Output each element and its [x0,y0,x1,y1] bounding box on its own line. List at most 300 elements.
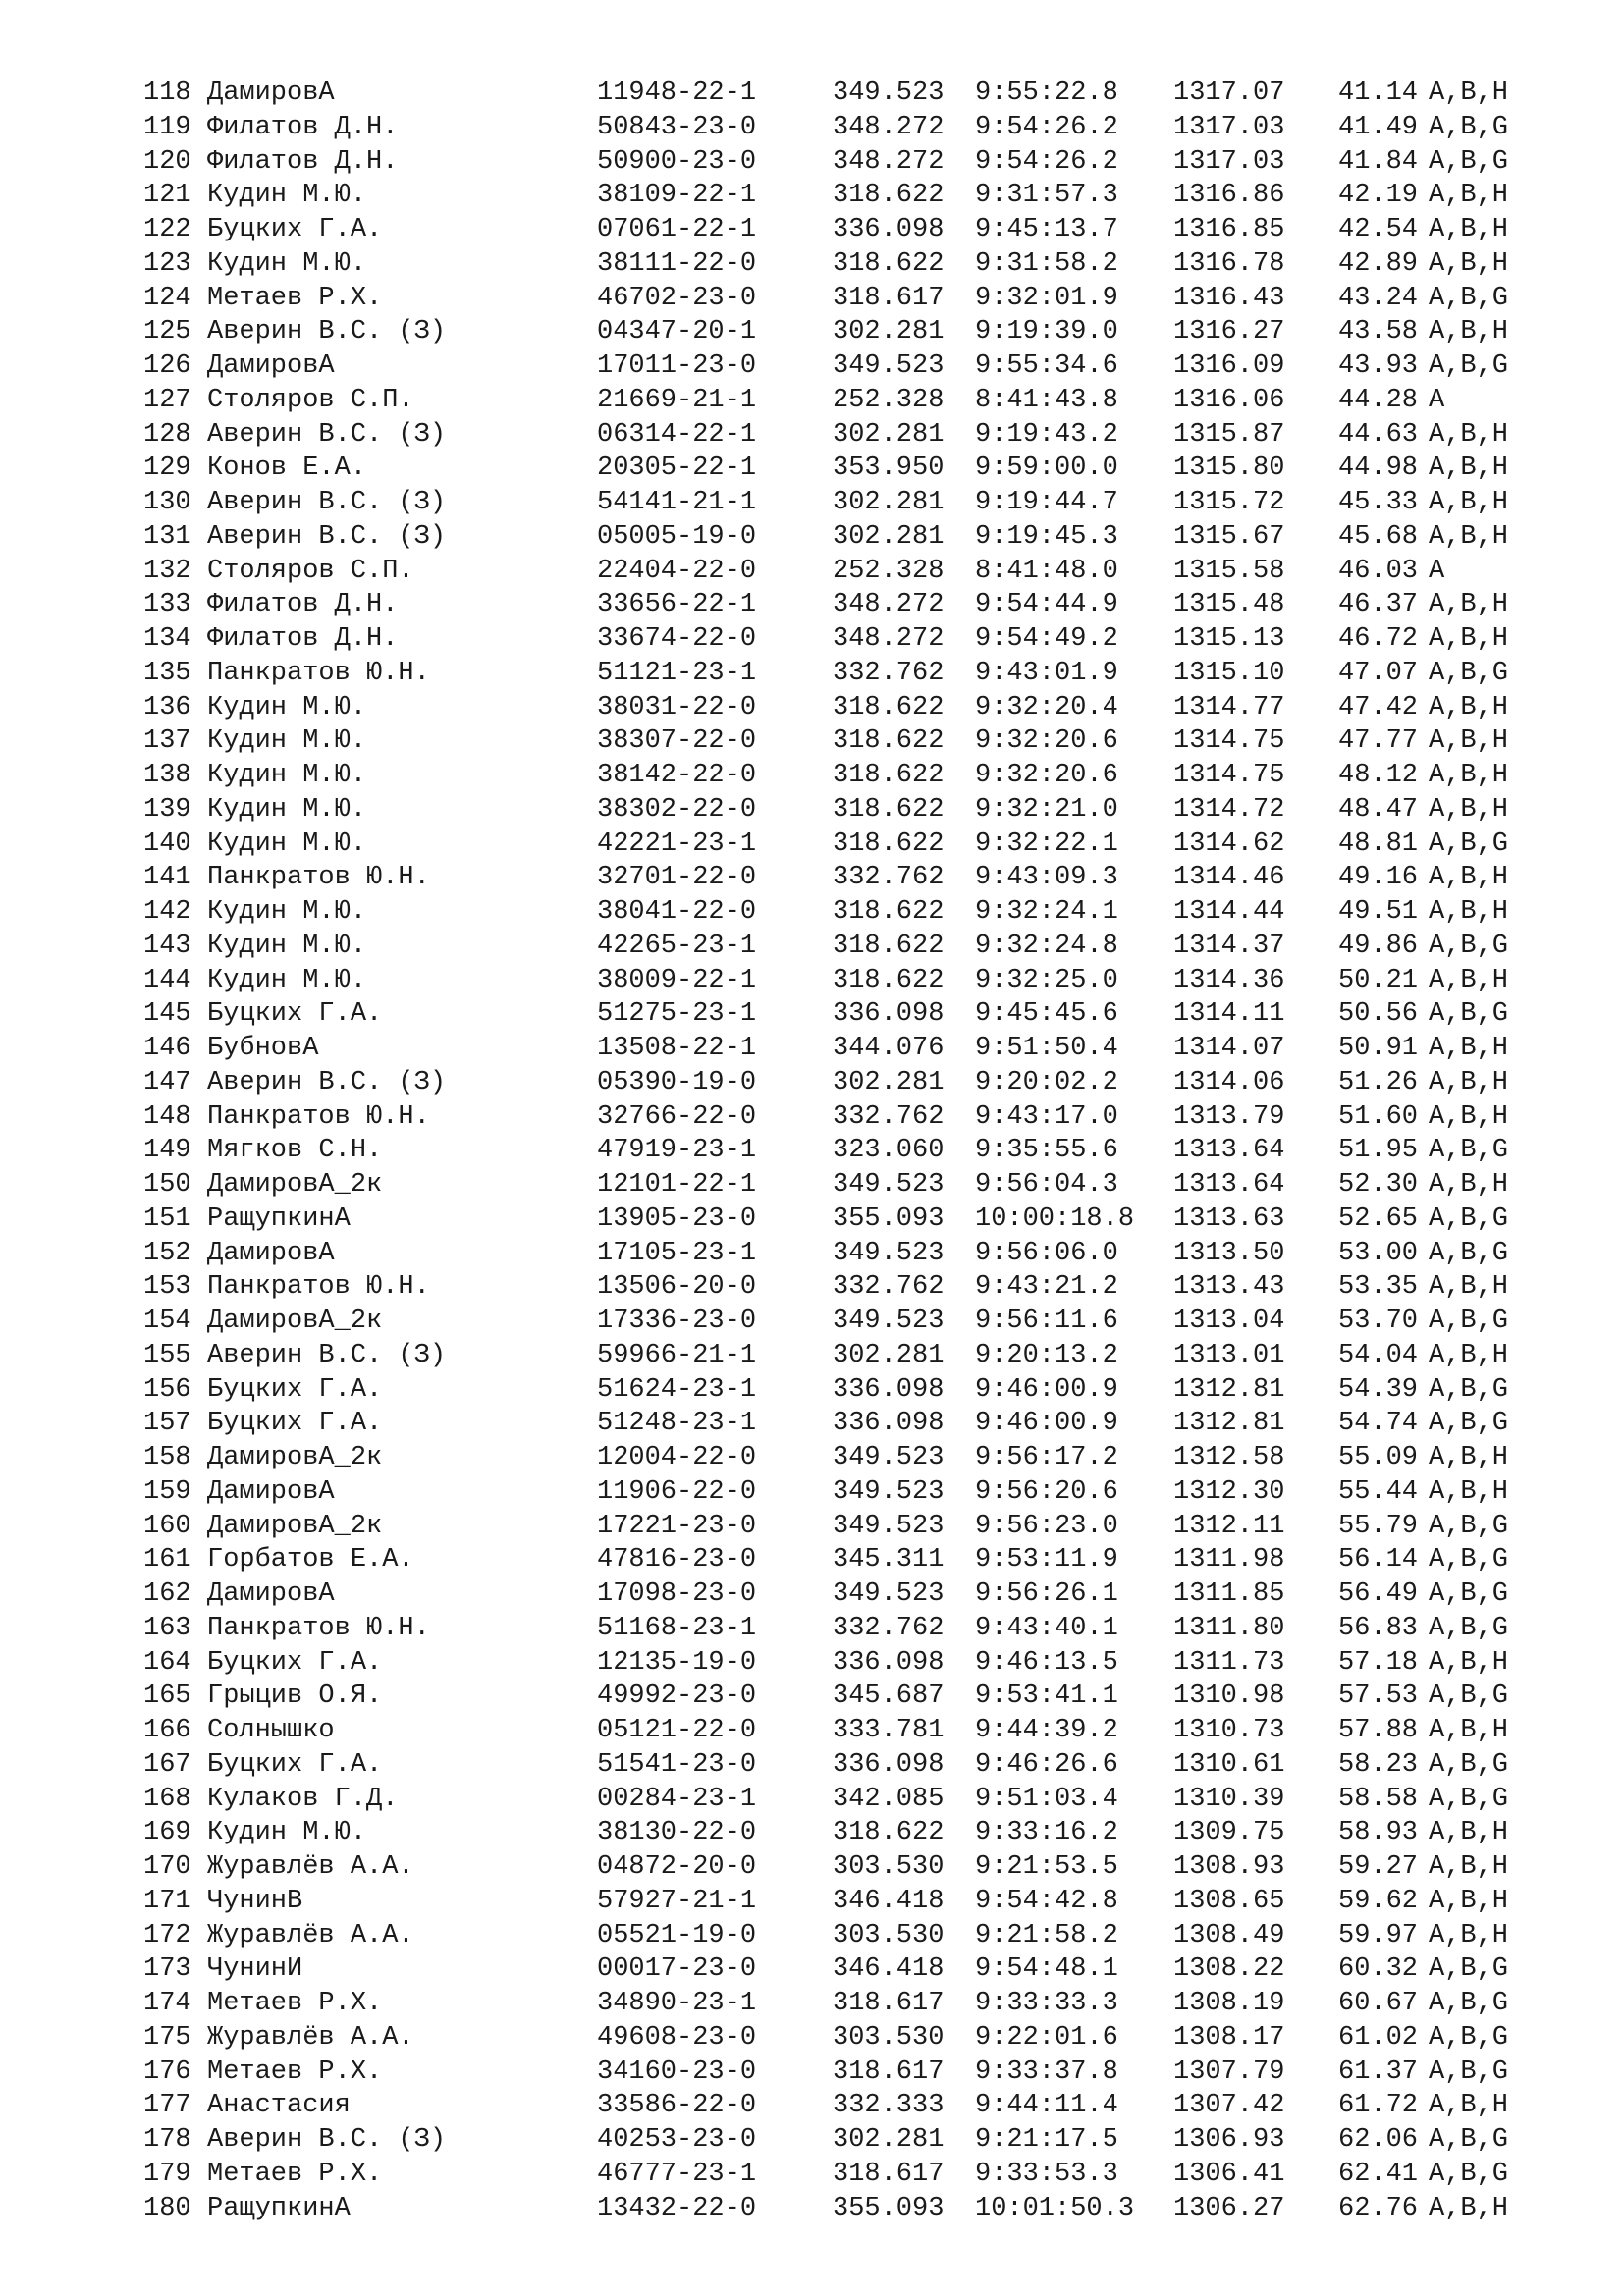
points-cell: 56.49 [1338,1579,1419,1609]
ring-number-cell: 17336-23-0 [597,1307,757,1336]
class-cell: A,B,H [1429,624,1509,654]
place-cell: 121 [143,181,191,211]
arrival-time-cell: 9:55:34.6 [975,351,1118,381]
fancier-name-cell: Метаев Р.Х. [207,1989,383,2018]
table-row [143,1407,1546,1441]
points-cell: 45.33 [1338,488,1419,517]
points-cell: 58.93 [1338,1818,1419,1848]
arrival-time-cell: 9:44:11.4 [975,2091,1118,2121]
points-cell: 51.60 [1338,1101,1419,1132]
class-cell: A,B,G [1429,351,1509,381]
arrival-time-cell: 8:41:48.0 [975,556,1118,586]
ring-number-cell: 38130-22-0 [597,1818,757,1848]
arrival-time-cell: 9:51:50.4 [975,1034,1118,1063]
fancier-name-cell: Панкратов Ю.Н. [207,1272,430,1303]
arrival-time-cell: 9:19:44.7 [975,488,1118,517]
arrival-time-cell: 9:54:49.2 [975,624,1118,654]
fancier-name-cell: ДамировА [207,1238,335,1268]
table-row [143,1373,1546,1408]
distance-cell: 345.311 [833,1545,945,1575]
arrival-time-cell: 9:54:48.1 [975,1954,1118,1985]
points-cell: 61.72 [1338,2091,1419,2121]
points-cell: 59.62 [1338,1886,1419,1916]
place-cell: 176 [143,2056,191,2087]
place-cell: 135 [143,658,191,688]
class-cell: A,B,H [1429,1852,1509,1882]
arrival-time-cell: 9:32:20.6 [975,761,1118,790]
ring-number-cell: 50843-23-0 [597,112,757,142]
table-row [143,724,1546,759]
place-cell: 136 [143,692,191,722]
arrival-time-cell: 9:54:26.2 [975,112,1118,142]
points-cell: 44.63 [1338,419,1419,450]
place-cell: 149 [143,1136,191,1166]
points-cell: 61.37 [1338,2056,1419,2087]
class-cell: A,B,H [1429,317,1509,347]
ring-number-cell: 20305-22-1 [597,454,757,484]
fancier-name-cell: ДамировА_2к [207,1443,383,1472]
ring-number-cell: 38307-22-0 [597,726,757,757]
class-cell: A,B,G [1429,1784,1509,1814]
class-cell: A,B,H [1429,181,1509,211]
table-row [143,657,1546,691]
speed-cell: 1313.64 [1173,1136,1285,1166]
speed-cell: 1312.58 [1173,1443,1285,1472]
ring-number-cell: 17105-23-1 [597,1238,757,1268]
arrival-time-cell: 9:56:04.3 [975,1170,1118,1200]
table-row [143,1748,1546,1783]
table-row [143,2089,1546,2123]
speed-cell: 1306.93 [1173,2125,1285,2155]
table-row [143,1270,1546,1305]
table-row [143,1510,1546,1544]
speed-cell: 1314.75 [1173,726,1285,757]
arrival-time-cell: 9:32:20.6 [975,726,1118,757]
ring-number-cell: 13508-22-1 [597,1034,757,1063]
ring-number-cell: 04872-20-0 [597,1852,757,1882]
fancier-name-cell: Филатов Д.Н. [207,146,399,177]
class-cell: A,B,G [1429,1613,1509,1643]
fancier-name-cell: Кулаков Г.Д. [207,1784,399,1814]
arrival-time-cell: 9:43:17.0 [975,1101,1118,1132]
ring-number-cell: 33656-22-1 [597,590,757,620]
speed-cell: 1315.72 [1173,488,1285,517]
arrival-time-cell: 9:32:24.1 [975,897,1118,927]
speed-cell: 1313.64 [1173,1170,1285,1200]
speed-cell: 1316.43 [1173,283,1285,313]
distance-cell: 349.523 [833,1579,945,1609]
speed-cell: 1310.98 [1173,1682,1285,1712]
arrival-time-cell: 9:43:09.3 [975,863,1118,893]
place-cell: 146 [143,1034,191,1063]
place-cell: 170 [143,1852,191,1882]
speed-cell: 1317.03 [1173,112,1285,142]
place-cell: 152 [143,1238,191,1268]
fancier-name-cell: ДамировА [207,1579,335,1609]
fancier-name-cell: Аверин В.С. (З) [207,521,447,552]
place-cell: 153 [143,1272,191,1303]
distance-cell: 349.523 [833,1170,945,1200]
place-cell: 122 [143,215,191,244]
distance-cell: 336.098 [833,215,945,244]
place-cell: 173 [143,1954,191,1985]
speed-cell: 1306.41 [1173,2159,1285,2189]
ring-number-cell: 50900-23-0 [597,146,757,177]
class-cell: A,B,H [1429,1443,1509,1472]
points-cell: 54.39 [1338,1374,1419,1405]
table-row [143,247,1546,282]
arrival-time-cell: 10:01:50.3 [975,2193,1135,2223]
table-row [143,213,1546,247]
distance-cell: 318.622 [833,897,945,927]
class-cell: A,B,H [1429,863,1509,893]
class-cell: A,B,H [1429,488,1509,517]
speed-cell: 1313.79 [1173,1101,1285,1132]
ring-number-cell: 42265-23-1 [597,931,757,961]
arrival-time-cell: 9:51:03.4 [975,1784,1118,1814]
distance-cell: 336.098 [833,1749,945,1780]
distance-cell: 318.622 [833,965,945,995]
speed-cell: 1316.78 [1173,248,1285,279]
arrival-time-cell: 9:54:42.8 [975,1886,1118,1916]
speed-cell: 1314.37 [1173,931,1285,961]
fancier-name-cell: Кудин М.Ю. [207,181,367,211]
distance-cell: 332.762 [833,1613,945,1643]
distance-cell: 349.523 [833,1238,945,1268]
place-cell: 169 [143,1818,191,1848]
class-cell: A,B,H [1429,794,1509,825]
place-cell: 151 [143,1203,191,1234]
speed-cell: 1316.86 [1173,181,1285,211]
distance-cell: 302.281 [833,521,945,552]
points-cell: 46.72 [1338,624,1419,654]
place-cell: 148 [143,1101,191,1132]
fancier-name-cell: Метаев Р.Х. [207,2056,383,2087]
speed-cell: 1315.67 [1173,521,1285,552]
class-cell: A,B,H [1429,79,1509,108]
speed-cell: 1315.58 [1173,556,1285,586]
fancier-name-cell: Столяров С.П. [207,556,414,586]
arrival-time-cell: 9:46:00.9 [975,1374,1118,1405]
distance-cell: 355.093 [833,2193,945,2223]
distance-cell: 332.762 [833,658,945,688]
distance-cell: 349.523 [833,1443,945,1472]
table-row [143,1952,1546,1987]
ring-number-cell: 17011-23-0 [597,351,757,381]
distance-cell: 355.093 [833,1203,945,1234]
table-row [143,1577,1546,1612]
arrival-time-cell: 9:43:40.1 [975,1613,1118,1643]
ring-number-cell: 42221-23-1 [597,828,757,859]
speed-cell: 1308.22 [1173,1954,1285,1985]
arrival-time-cell: 9:56:06.0 [975,1238,1118,1268]
table-row [143,2192,1546,2226]
table-row [143,1100,1546,1135]
distance-cell: 349.523 [833,1476,945,1507]
table-row [143,588,1546,622]
distance-cell: 252.328 [833,556,945,586]
ring-number-cell: 59966-21-1 [597,1340,757,1370]
arrival-time-cell: 9:22:01.6 [975,2022,1118,2053]
fancier-name-cell: Журавлёв А.А. [207,2022,414,2053]
table-row [143,520,1546,555]
class-cell: A,B,G [1429,2022,1509,2053]
class-cell: A,B,H [1429,215,1509,244]
table-row [143,1202,1546,1237]
distance-cell: 302.281 [833,2125,945,2155]
place-cell: 131 [143,521,191,552]
class-cell: A,B,G [1429,1749,1509,1780]
class-cell: A,B,H [1429,897,1509,927]
ring-number-cell: 11948-22-1 [597,79,757,108]
fancier-name-cell: Аверин В.С. (З) [207,488,447,517]
distance-cell: 318.622 [833,794,945,825]
distance-cell: 302.281 [833,1340,945,1370]
table-row [143,111,1546,145]
points-cell: 52.65 [1338,1203,1419,1234]
class-cell: A [1429,556,1445,586]
table-row [143,964,1546,998]
distance-cell: 318.622 [833,181,945,211]
table-row [143,828,1546,862]
place-cell: 174 [143,1989,191,2018]
ring-number-cell: 13506-20-0 [597,1272,757,1303]
speed-cell: 1310.39 [1173,1784,1285,1814]
points-cell: 41.14 [1338,79,1419,108]
arrival-time-cell: 9:45:45.6 [975,999,1118,1030]
distance-cell: 348.272 [833,112,945,142]
speed-cell: 1311.98 [1173,1545,1285,1575]
arrival-time-cell: 9:53:41.1 [975,1682,1118,1712]
class-cell: A,B,H [1429,1716,1509,1745]
table-row [143,1919,1546,1953]
points-cell: 55.44 [1338,1476,1419,1507]
place-cell: 147 [143,1067,191,1097]
table-row [143,1237,1546,1271]
speed-cell: 1317.03 [1173,146,1285,177]
fancier-name-cell: Кудин М.Ю. [207,248,367,279]
class-cell: A,B,H [1429,248,1509,279]
fancier-name-cell: Панкратов Ю.Н. [207,1613,430,1643]
table-row [143,2123,1546,2158]
distance-cell: 333.781 [833,1716,945,1745]
ring-number-cell: 38109-22-1 [597,181,757,211]
speed-cell: 1314.72 [1173,794,1285,825]
speed-cell: 1313.04 [1173,1307,1285,1336]
distance-cell: 318.622 [833,828,945,859]
class-cell: A,B,G [1429,2125,1509,2155]
place-cell: 142 [143,897,191,927]
class-cell: A,B,H [1429,1886,1509,1916]
table-row [143,1475,1546,1510]
ring-number-cell: 38111-22-0 [597,248,757,279]
place-cell: 124 [143,283,191,313]
ring-number-cell: 54141-21-1 [597,488,757,517]
distance-cell: 349.523 [833,1511,945,1541]
speed-cell: 1316.85 [1173,215,1285,244]
arrival-time-cell: 9:35:55.6 [975,1136,1118,1166]
speed-cell: 1308.93 [1173,1852,1285,1882]
arrival-time-cell: 9:54:26.2 [975,146,1118,177]
class-cell: A,B,H [1429,1272,1509,1303]
distance-cell: 302.281 [833,1067,945,1097]
place-cell: 128 [143,419,191,450]
speed-cell: 1315.13 [1173,624,1285,654]
arrival-time-cell: 9:56:17.2 [975,1443,1118,1472]
place-cell: 157 [143,1409,191,1439]
place-cell: 134 [143,624,191,654]
distance-cell: 336.098 [833,999,945,1030]
distance-cell: 318.617 [833,283,945,313]
speed-cell: 1314.06 [1173,1067,1285,1097]
distance-cell: 302.281 [833,317,945,347]
table-row [143,349,1546,384]
table-row [143,759,1546,793]
distance-cell: 332.762 [833,1272,945,1303]
class-cell: A,B,G [1429,1682,1509,1712]
distance-cell: 318.622 [833,692,945,722]
ring-number-cell: 05005-19-0 [597,521,757,552]
fancier-name-cell: Филатов Д.Н. [207,112,399,142]
points-cell: 48.81 [1338,828,1419,859]
speed-cell: 1313.01 [1173,1340,1285,1370]
place-cell: 164 [143,1647,191,1678]
arrival-time-cell: 9:44:39.2 [975,1716,1118,1745]
class-cell: A,B,G [1429,1511,1509,1541]
fancier-name-cell: ДамировА_2к [207,1170,383,1200]
place-cell: 162 [143,1579,191,1609]
ring-number-cell: 17221-23-0 [597,1511,757,1541]
distance-cell: 303.530 [833,2022,945,2053]
points-cell: 53.35 [1338,1272,1419,1303]
fancier-name-cell: ДамировА_2к [207,1307,383,1336]
arrival-time-cell: 9:19:45.3 [975,521,1118,552]
fancier-name-cell: Метаев Р.Х. [207,2159,383,2189]
points-cell: 44.98 [1338,454,1419,484]
points-cell: 47.07 [1338,658,1419,688]
speed-cell: 1312.81 [1173,1374,1285,1405]
fancier-name-cell: Буцких Г.А. [207,1647,383,1678]
place-cell: 165 [143,1682,191,1712]
points-cell: 46.03 [1338,556,1419,586]
fancier-name-cell: РащупкинА [207,2193,351,2223]
distance-cell: 318.617 [833,2056,945,2087]
table-row [143,2056,1546,2090]
arrival-time-cell: 9:33:37.8 [975,2056,1118,2087]
speed-cell: 1314.11 [1173,999,1285,1030]
speed-cell: 1315.48 [1173,590,1285,620]
distance-cell: 318.622 [833,726,945,757]
arrival-time-cell: 9:46:13.5 [975,1647,1118,1678]
points-cell: 57.88 [1338,1716,1419,1745]
speed-cell: 1311.85 [1173,1579,1285,1609]
arrival-time-cell: 9:32:21.0 [975,794,1118,825]
class-cell: A,B,G [1429,283,1509,313]
ring-number-cell: 12135-19-0 [597,1647,757,1678]
place-cell: 138 [143,761,191,790]
ring-number-cell: 51168-23-1 [597,1613,757,1643]
arrival-time-cell: 9:31:58.2 [975,248,1118,279]
distance-cell: 349.523 [833,1307,945,1336]
class-cell: A,B,G [1429,1203,1509,1234]
speed-cell: 1310.73 [1173,1716,1285,1745]
class-cell: A,B,G [1429,1307,1509,1336]
table-row [143,418,1546,453]
class-cell: A,B,H [1429,1101,1509,1132]
ring-number-cell: 06314-22-1 [597,419,757,450]
table-row [143,555,1546,589]
arrival-time-cell: 9:33:16.2 [975,1818,1118,1848]
ring-number-cell: 49608-23-0 [597,2022,757,2053]
ring-number-cell: 51248-23-1 [597,1409,757,1439]
arrival-time-cell: 9:56:26.1 [975,1579,1118,1609]
arrival-time-cell: 9:20:13.2 [975,1340,1118,1370]
class-cell: A,B,G [1429,1136,1509,1166]
place-cell: 156 [143,1374,191,1405]
place-cell: 137 [143,726,191,757]
place-cell: 143 [143,931,191,961]
distance-cell: 353.950 [833,454,945,484]
arrival-time-cell: 9:32:25.0 [975,965,1118,995]
fancier-name-cell: Филатов Д.Н. [207,590,399,620]
speed-cell: 1314.44 [1173,897,1285,927]
table-row [143,2158,1546,2192]
place-cell: 129 [143,454,191,484]
class-cell: A,B,G [1429,999,1509,1030]
ring-number-cell: 47919-23-1 [597,1136,757,1166]
place-cell: 179 [143,2159,191,2189]
table-row [143,1168,1546,1202]
distance-cell: 252.328 [833,385,945,415]
table-row [143,1441,1546,1475]
points-cell: 42.54 [1338,215,1419,244]
table-row [143,1134,1546,1168]
fancier-name-cell: Солнышко [207,1716,335,1745]
fancier-name-cell: Кудин М.Ю. [207,761,367,790]
table-row [143,77,1546,111]
ring-number-cell: 51121-23-1 [597,658,757,688]
fancier-name-cell: Буцких Г.А. [207,1749,383,1780]
points-cell: 44.28 [1338,385,1419,415]
table-row [143,145,1546,180]
points-cell: 60.67 [1338,1989,1419,2018]
points-cell: 53.70 [1338,1307,1419,1336]
place-cell: 125 [143,317,191,347]
table-row [143,1783,1546,1817]
class-cell: A,B,G [1429,1579,1509,1609]
distance-cell: 332.762 [833,863,945,893]
ring-number-cell: 17098-23-0 [597,1579,757,1609]
points-cell: 50.21 [1338,965,1419,995]
points-cell: 62.76 [1338,2193,1419,2223]
fancier-name-cell: Мягков С.Н. [207,1136,383,1166]
table-row [143,1987,1546,2021]
place-cell: 180 [143,2193,191,2223]
ring-number-cell: 00017-23-0 [597,1954,757,1985]
speed-cell: 1314.07 [1173,1034,1285,1063]
points-cell: 50.91 [1338,1034,1419,1063]
points-cell: 54.04 [1338,1340,1419,1370]
table-row [143,1612,1546,1646]
place-cell: 141 [143,863,191,893]
place-cell: 177 [143,2091,191,2121]
ring-number-cell: 46702-23-0 [597,283,757,313]
arrival-time-cell: 9:31:57.3 [975,181,1118,211]
arrival-time-cell: 9:59:00.0 [975,454,1118,484]
place-cell: 126 [143,351,191,381]
points-cell: 42.89 [1338,248,1419,279]
fancier-name-cell: Буцких Г.А. [207,999,383,1030]
